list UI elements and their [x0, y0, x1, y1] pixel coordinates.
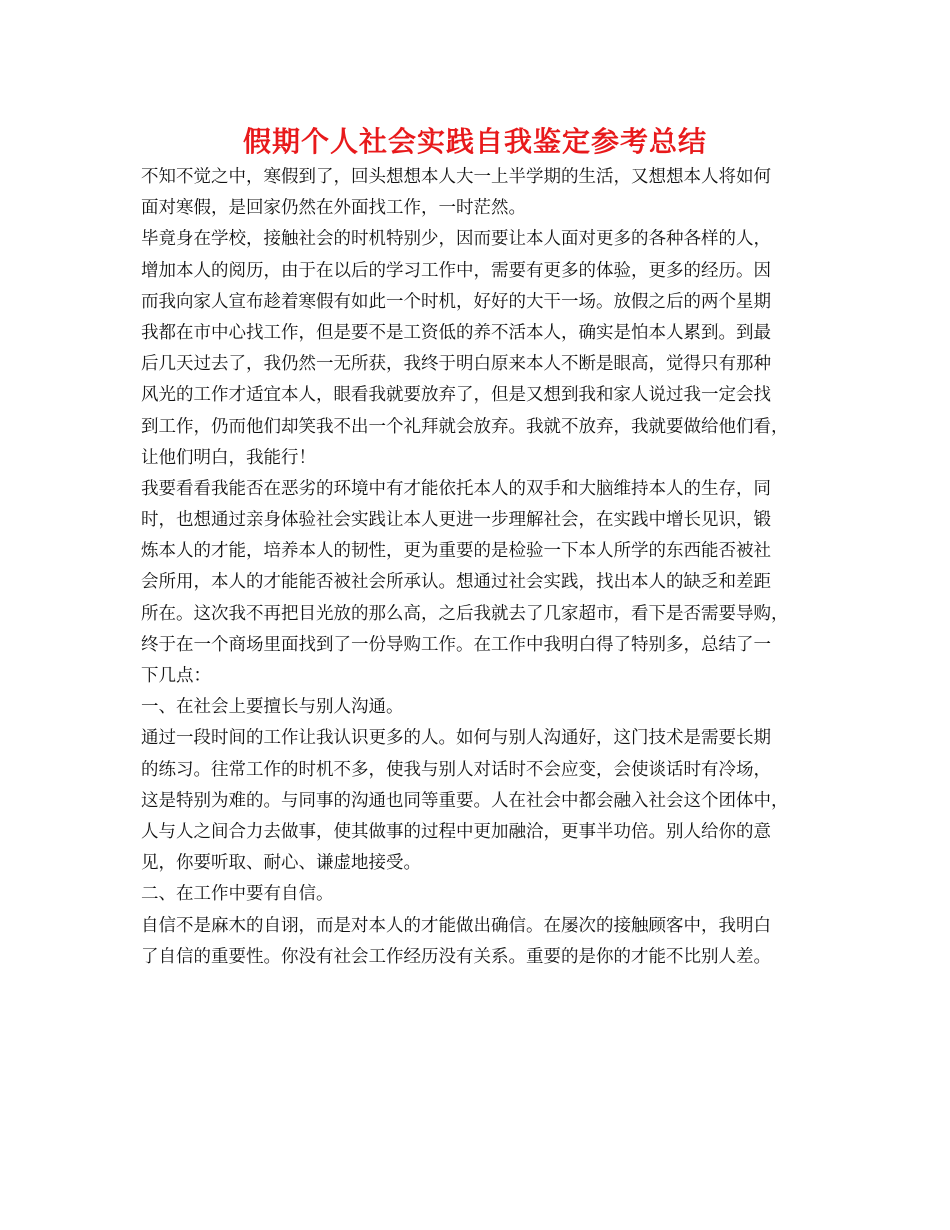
body-line: 下几点：	[141, 666, 211, 686]
body-line: 风光的工作才适宜本人，眼看我就要放弃了，但是又想到我和家人说过我一定会找	[141, 385, 771, 406]
body-line: 这是特别为难的。与同事的沟通也同等重要。人在社会中都会融入社会这个团体中，	[141, 790, 789, 811]
body-line: 我都在市中心找工作，但是要不是工资低的养不活本人，确实是怕本人累到。到最	[141, 322, 771, 343]
document-body	[141, 162, 821, 973]
document-title: 假期个人社会实践自我鉴定参考总结	[242, 125, 707, 158]
body-line: 面对寒假，是回家仍然在外面找工作，一时茫然。	[141, 198, 526, 219]
body-line: 让他们明白，我能行！	[141, 447, 316, 468]
body-line: 后几天过去了，我仍然一无所获，我终于明白原来本人不断是眼高，觉得只有那种	[141, 354, 771, 375]
body-line: 的练习。往常工作的时机不多，使我与别人对话时不会应变，会使谈话时有冷场，	[141, 759, 771, 780]
body-line: 人与人之间合力去做事，使其做事的过程中更加融洽，更事半功倍。别人给你的意	[141, 821, 771, 842]
body-line: 增加本人的阅历，由于在以后的学习工作中，需要有更多的体验，更多的经历。因	[141, 260, 771, 281]
body-line: 毕竟身在学校，接触社会的时机特别少，因而要让本人面对更多的各种各样的人，	[141, 229, 771, 250]
section-heading: 一、在社会上要擅长与别人沟通。	[141, 697, 404, 718]
body-line: 炼本人的才能，培养本人的韧性，更为重要的是检验一下本人所学的东西能否被社	[141, 541, 771, 562]
body-line: 了自信的重要性。你没有社会工作经历没有关系。重要的是你的才能不比别人差。	[141, 946, 771, 967]
body-line: 自信不是麻木的自诩，而是对本人的才能做出确信。在屡次的接触顾客中，我明白	[141, 915, 771, 936]
body-line: 通过一段时间的工作让我认识更多的人。如何与别人沟通好，这门技术是需要长期	[141, 728, 771, 749]
body-line: 我要看看我能否在恶劣的环境中有才能依托本人的双手和大脑维持本人的生存，同	[141, 478, 771, 499]
body-line: 所在。这次我不再把目光放的那么高，之后我就去了几家超市，看下是否需要导购，	[141, 603, 789, 624]
body-line: 到工作，仍而他们却笑我不出一个礼拜就会放弃。我就不放弃，我就要做给他们看，	[141, 416, 789, 437]
body-line: 见，你要听取、耐心、谦虚地接受。	[141, 853, 421, 874]
section-heading: 二、在工作中要有自信。	[141, 884, 334, 905]
body-line: 时，也想通过亲身体验社会实践让本人更进一步理解社会，在实践中增长见识，锻	[141, 510, 771, 531]
body-line: 终于在一个商场里面找到了一份导购工作。在工作中我明白得了特别多，总结了一	[141, 634, 771, 655]
body-line: 而我向家人宣布趁着寒假有如此一个时机，好好的大干一场。放假之后的两个星期	[141, 291, 771, 312]
body-line: 会所用，本人的才能能否被社会所承认。想通过社会实践，找出本人的缺乏和差距	[141, 572, 771, 593]
body-line: 不知不觉之中，寒假到了，回头想想本人大一上半学期的生活，又想想本人将如何	[141, 167, 771, 187]
